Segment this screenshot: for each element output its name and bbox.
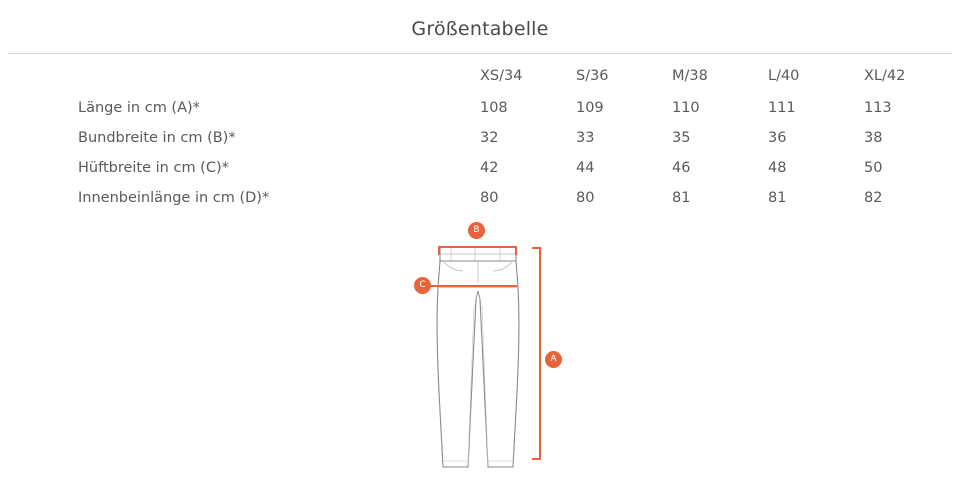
measure-badge-b: B [468, 222, 485, 239]
cell-1-4: 38 [863, 130, 883, 146]
measure-badge-c: C [414, 277, 431, 294]
cell-2-4: 50 [863, 160, 883, 176]
page-title: Größentabelle [411, 18, 549, 40]
jeans-outline-icon [418, 235, 538, 475]
column-header-2: M/38 [671, 68, 708, 84]
measure-line-b [438, 246, 517, 248]
cell-0-2: 110 [671, 100, 700, 116]
cell-0-4: 113 [863, 100, 892, 116]
cell-0-3: 111 [767, 100, 796, 116]
measure-tick-b-right [515, 246, 517, 255]
cell-1-0: 32 [479, 130, 499, 146]
measure-line-c [430, 285, 517, 287]
cell-2-0: 42 [479, 160, 499, 176]
table-row [0, 123, 960, 153]
measure-line-a [539, 247, 541, 460]
cell-1-3: 36 [767, 130, 787, 146]
cell-3-0: 80 [479, 190, 499, 206]
cell-2-2: 46 [671, 160, 691, 176]
table-row [0, 153, 960, 183]
column-header-0: XS/34 [479, 68, 523, 84]
cell-3-1: 80 [575, 190, 595, 206]
row-label-inseam: Innenbeinlänge in cm (D)* [78, 190, 270, 206]
table-corner-cell [0, 54, 480, 93]
cell-0-1: 109 [575, 100, 604, 116]
cell-3-2: 81 [671, 190, 691, 206]
measurement-diagram [0, 213, 960, 478]
table-row [0, 93, 960, 123]
cell-1-1: 33 [575, 130, 595, 146]
column-header-3: L/40 [767, 68, 800, 84]
column-header-1: S/36 [575, 68, 609, 84]
measure-tick-a-top [532, 247, 541, 249]
measure-tick-a-bottom [532, 458, 541, 460]
row-label-length: Länge in cm (A)* [78, 100, 200, 116]
cell-3-3: 81 [767, 190, 787, 206]
table-header-row [0, 54, 960, 93]
row-label-hip: Hüftbreite in cm (C)* [78, 160, 229, 176]
column-header-4: XL/42 [863, 68, 906, 84]
cell-3-4: 82 [863, 190, 883, 206]
measure-tick-b-left [438, 246, 440, 255]
cell-2-1: 44 [575, 160, 595, 176]
table-row [0, 183, 960, 213]
size-table-container [0, 54, 960, 213]
cell-0-0: 108 [479, 100, 508, 116]
size-table [0, 54, 960, 213]
cell-1-2: 35 [671, 130, 691, 146]
row-label-waist: Bundbreite in cm (B)* [78, 130, 236, 146]
measure-badge-a: A [545, 351, 562, 368]
cell-2-3: 48 [767, 160, 787, 176]
